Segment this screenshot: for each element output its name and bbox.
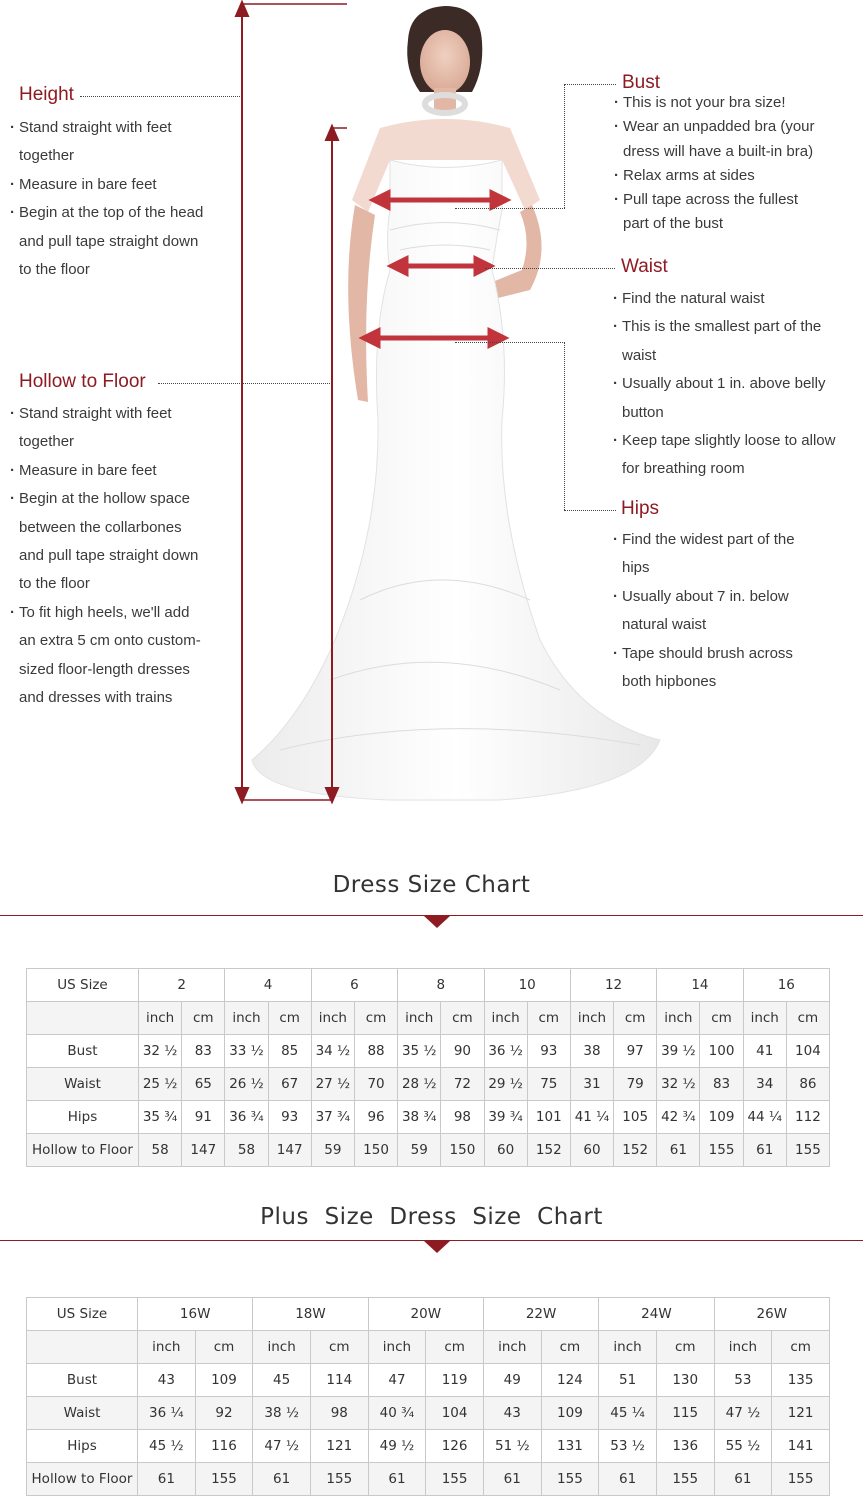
unit-cell: inch <box>483 1331 541 1364</box>
list-item: · Relax arms at sides <box>615 164 815 188</box>
list-item: · Wear an unpadded bra (your dress will have a built-in bra) <box>615 115 815 164</box>
unit-cell: cm <box>441 1002 484 1035</box>
size-header-row <box>27 969 830 1002</box>
table-cell: 47 <box>368 1364 426 1397</box>
table-cell: 155 <box>786 1134 829 1167</box>
table-cell: 65 <box>182 1068 225 1101</box>
table-cell: 83 <box>182 1035 225 1068</box>
table-cell: 150 <box>354 1134 397 1167</box>
table-cell: 43 <box>483 1397 541 1430</box>
table-cell: 61 <box>253 1463 311 1496</box>
table-cell: 39 ¾ <box>484 1101 527 1134</box>
list-item: · This is not your bra size! <box>615 91 815 115</box>
size-header-cell: 4 <box>225 969 311 1002</box>
list-item: · Pull tape across the fullest part of the bust <box>615 188 815 237</box>
left-arm <box>348 205 375 402</box>
list-item: · Usually about 7 in. below natural waist <box>614 583 795 640</box>
table-cell: 104 <box>786 1035 829 1068</box>
empty-cell <box>27 1002 139 1035</box>
table-cell: 109 <box>541 1397 599 1430</box>
table-cell: 49 <box>483 1364 541 1397</box>
waist-instructions <box>614 285 835 484</box>
table-cell: 29 ½ <box>484 1068 527 1101</box>
table-cell: 39 ½ <box>657 1035 700 1068</box>
unit-header-row <box>27 1002 830 1035</box>
table-cell: 136 <box>656 1430 714 1463</box>
table-cell: 114 <box>310 1364 368 1397</box>
size-header-cell: 16 <box>743 969 829 1002</box>
divider-arrow-icon <box>424 1241 450 1253</box>
table-cell: 109 <box>700 1101 743 1134</box>
table-cell: 121 <box>310 1430 368 1463</box>
table-cell: 152 <box>614 1134 657 1167</box>
table-cell: 155 <box>426 1463 484 1496</box>
table-cell: 116 <box>195 1430 253 1463</box>
table-cell: 42 ¾ <box>657 1101 700 1134</box>
unit-cell: cm <box>268 1002 311 1035</box>
table-cell: 58 <box>139 1134 182 1167</box>
unit-cell: inch <box>253 1331 311 1364</box>
unit-cell: inch <box>714 1331 772 1364</box>
table-cell: 119 <box>426 1364 484 1397</box>
table-cell: 155 <box>700 1134 743 1167</box>
dress-size-table <box>26 968 830 1167</box>
list-item: · Stand straight with feet together <box>11 114 203 171</box>
table-cell: 25 ½ <box>139 1068 182 1101</box>
table-cell: 58 <box>225 1134 268 1167</box>
list-item: · To fit high heels, we'll add an extra 5 cm onto custom- sized floor-length dresses and dresses with trains <box>11 599 201 713</box>
row-label-cell: Waist <box>27 1068 139 1101</box>
table-cell: 70 <box>354 1068 397 1101</box>
hips-connector <box>564 342 565 510</box>
unit-cell: inch <box>657 1002 700 1035</box>
unit-cell: inch <box>398 1002 441 1035</box>
table-cell: 150 <box>441 1134 484 1167</box>
unit-cell: inch <box>225 1002 268 1035</box>
table-cell: 47 ½ <box>253 1430 311 1463</box>
size-header-cell: 16W <box>138 1298 253 1331</box>
row-label-cell: Bust <box>27 1035 139 1068</box>
table-cell: 93 <box>268 1101 311 1134</box>
row-label-cell: Hollow to Floor <box>27 1463 138 1496</box>
table-cell: 61 <box>483 1463 541 1496</box>
table-cell: 67 <box>268 1068 311 1101</box>
table-cell: 61 <box>743 1134 786 1167</box>
table-cell: 59 <box>398 1134 441 1167</box>
table-cell: 53 ½ <box>599 1430 657 1463</box>
size-header-row <box>27 1298 830 1331</box>
unit-cell: cm <box>614 1002 657 1035</box>
table-cell: 43 <box>138 1364 196 1397</box>
table-cell: 109 <box>195 1364 253 1397</box>
bust-title: Bust <box>622 72 661 93</box>
list-item: · This is the smallest part of the waist <box>614 313 835 370</box>
list-item: · Find the widest part of the hips <box>614 526 795 583</box>
table-cell: 105 <box>614 1101 657 1134</box>
table-cell: 91 <box>182 1101 225 1134</box>
table-cell: 31 <box>570 1068 613 1101</box>
table-cell: 152 <box>527 1134 570 1167</box>
table-cell: 38 ½ <box>253 1397 311 1430</box>
table-cell: 75 <box>527 1068 570 1101</box>
table-cell: 44 ¼ <box>743 1101 786 1134</box>
plus-size-table <box>26 1297 830 1496</box>
table-cell: 83 <box>700 1068 743 1101</box>
unit-cell: cm <box>786 1002 829 1035</box>
unit-cell: inch <box>311 1002 354 1035</box>
table-row <box>27 1364 830 1397</box>
unit-cell: cm <box>541 1331 599 1364</box>
table-cell: 32 ½ <box>657 1068 700 1101</box>
height-title: Height <box>19 84 74 105</box>
table-cell: 59 <box>311 1134 354 1167</box>
table-cell: 155 <box>656 1463 714 1496</box>
table-cell: 98 <box>310 1397 368 1430</box>
table-cell: 126 <box>426 1430 484 1463</box>
bust-instructions <box>615 91 815 237</box>
table-cell: 130 <box>656 1364 714 1397</box>
table-cell: 33 ½ <box>225 1035 268 1068</box>
unit-cell: inch <box>599 1331 657 1364</box>
table-cell: 35 ½ <box>398 1035 441 1068</box>
table-cell: 88 <box>354 1035 397 1068</box>
table-cell: 61 <box>368 1463 426 1496</box>
table-cell: 37 ¾ <box>311 1101 354 1134</box>
table-cell: 101 <box>527 1101 570 1134</box>
table-cell: 32 ½ <box>139 1035 182 1068</box>
table-cell: 34 ½ <box>311 1035 354 1068</box>
plus-chart-title: Plus Size Dress Size Chart <box>260 1204 603 1230</box>
table-cell: 38 <box>570 1035 613 1068</box>
waist-title: Waist <box>621 256 668 277</box>
table-cell: 41 <box>743 1035 786 1068</box>
table-cell: 98 <box>441 1101 484 1134</box>
dress-chart-title: Dress Size Chart <box>332 872 531 898</box>
table-cell: 93 <box>527 1035 570 1068</box>
face-shape <box>420 30 470 94</box>
unit-cell: inch <box>139 1002 182 1035</box>
unit-cell: cm <box>656 1331 714 1364</box>
table-cell: 141 <box>772 1430 830 1463</box>
table-cell: 147 <box>268 1134 311 1167</box>
table-cell: 51 ½ <box>483 1430 541 1463</box>
table-cell: 36 ¾ <box>225 1101 268 1134</box>
table-cell: 79 <box>614 1068 657 1101</box>
table-cell: 61 <box>599 1463 657 1496</box>
table-cell: 45 <box>253 1364 311 1397</box>
list-item: · Tape should brush across both hipbones <box>614 640 795 697</box>
table-cell: 147 <box>182 1134 225 1167</box>
unit-cell: inch <box>138 1331 196 1364</box>
table-cell: 61 <box>714 1463 772 1496</box>
hollow-instructions <box>11 400 201 712</box>
table-cell: 53 <box>714 1364 772 1397</box>
table-cell: 61 <box>657 1134 700 1167</box>
table-cell: 96 <box>354 1101 397 1134</box>
hollow-connector <box>158 383 330 384</box>
table-row <box>27 1397 830 1430</box>
hollow-title: Hollow to Floor <box>19 371 146 392</box>
table-cell: 35 ¾ <box>139 1101 182 1134</box>
table-cell: 100 <box>700 1035 743 1068</box>
table-row <box>27 1430 830 1463</box>
row-label-cell: Hollow to Floor <box>27 1134 139 1167</box>
table-cell: 60 <box>484 1134 527 1167</box>
table-cell: 97 <box>614 1035 657 1068</box>
row-label-cell: Hips <box>27 1101 139 1134</box>
table-cell: 45 ½ <box>138 1430 196 1463</box>
table-cell: 155 <box>310 1463 368 1496</box>
table-cell: 121 <box>772 1397 830 1430</box>
table-cell: 90 <box>441 1035 484 1068</box>
size-header-cell: 10 <box>484 969 570 1002</box>
size-label-cell: US Size <box>27 969 139 1002</box>
table-cell: 41 ¼ <box>570 1101 613 1134</box>
table-cell: 72 <box>441 1068 484 1101</box>
size-header-cell: 24W <box>599 1298 714 1331</box>
table-cell: 45 ¼ <box>599 1397 657 1430</box>
unit-cell: cm <box>195 1331 253 1364</box>
size-header-cell: 8 <box>398 969 484 1002</box>
hips-title: Hips <box>621 498 660 519</box>
table-cell: 49 ½ <box>368 1430 426 1463</box>
empty-cell <box>27 1331 138 1364</box>
table-cell: 61 <box>138 1463 196 1496</box>
size-label-cell: US Size <box>27 1298 138 1331</box>
list-item: · Measure in bare feet <box>11 457 201 485</box>
table-row <box>27 1134 830 1167</box>
table-cell: 124 <box>541 1364 599 1397</box>
size-header-cell: 2 <box>139 969 225 1002</box>
table-cell: 40 ¾ <box>368 1397 426 1430</box>
unit-cell: cm <box>182 1002 225 1035</box>
table-cell: 155 <box>195 1463 253 1496</box>
table-cell: 51 <box>599 1364 657 1397</box>
table-row <box>27 1068 830 1101</box>
unit-cell: cm <box>527 1002 570 1035</box>
table-cell: 36 ¼ <box>138 1397 196 1430</box>
size-header-cell: 20W <box>368 1298 483 1331</box>
table-cell: 104 <box>426 1397 484 1430</box>
unit-cell: inch <box>743 1002 786 1035</box>
row-label-cell: Hips <box>27 1430 138 1463</box>
size-header-cell: 6 <box>311 969 397 1002</box>
list-item: · Keep tape slightly loose to allow for breathing room <box>614 427 835 484</box>
unit-cell: inch <box>484 1002 527 1035</box>
list-item: · Begin at the hollow space between the collarbones and pull tape straight down to the floor <box>11 485 201 599</box>
unit-cell: cm <box>700 1002 743 1035</box>
waist-connector <box>485 268 615 269</box>
table-cell: 47 ½ <box>714 1397 772 1430</box>
size-header-cell: 14 <box>657 969 743 1002</box>
table-cell: 115 <box>656 1397 714 1430</box>
table-cell: 36 ½ <box>484 1035 527 1068</box>
table-cell: 155 <box>772 1463 830 1496</box>
unit-cell: cm <box>310 1331 368 1364</box>
table-cell: 131 <box>541 1430 599 1463</box>
table-row <box>27 1035 830 1068</box>
list-item: · Find the natural waist <box>614 285 835 313</box>
row-label-cell: Waist <box>27 1397 138 1430</box>
table-cell: 55 ½ <box>714 1430 772 1463</box>
height-connector <box>80 96 240 97</box>
vertical-measure-lines <box>232 0 347 810</box>
table-cell: 112 <box>786 1101 829 1134</box>
size-header-cell: 22W <box>483 1298 598 1331</box>
table-cell: 85 <box>268 1035 311 1068</box>
list-item: · Begin at the top of the head and pull tape straight down to the floor <box>11 199 203 284</box>
unit-cell: inch <box>570 1002 613 1035</box>
table-cell: 34 <box>743 1068 786 1101</box>
size-header-cell: 18W <box>253 1298 368 1331</box>
table-cell: 28 ½ <box>398 1068 441 1101</box>
table-row <box>27 1101 830 1134</box>
table-cell: 155 <box>541 1463 599 1496</box>
row-label-cell: Bust <box>27 1364 138 1397</box>
table-cell: 26 ½ <box>225 1068 268 1101</box>
height-instructions <box>11 114 203 284</box>
unit-cell: cm <box>772 1331 830 1364</box>
hips-instructions <box>614 526 795 696</box>
unit-header-row <box>27 1331 830 1364</box>
table-cell: 86 <box>786 1068 829 1101</box>
size-header-cell: 26W <box>714 1298 829 1331</box>
size-header-cell: 12 <box>570 969 656 1002</box>
unit-cell: cm <box>354 1002 397 1035</box>
list-item: · Usually about 1 in. above belly button <box>614 370 835 427</box>
divider-arrow-icon <box>424 916 450 928</box>
bust-connector <box>564 84 565 208</box>
table-cell: 92 <box>195 1397 253 1430</box>
table-row <box>27 1463 830 1496</box>
table-cell: 135 <box>772 1364 830 1397</box>
unit-cell: cm <box>426 1331 484 1364</box>
list-item: · Measure in bare feet <box>11 171 203 199</box>
list-item: · Stand straight with feet together <box>11 400 201 457</box>
table-cell: 27 ½ <box>311 1068 354 1101</box>
table-cell: 38 ¾ <box>398 1101 441 1134</box>
unit-cell: inch <box>368 1331 426 1364</box>
table-cell: 60 <box>570 1134 613 1167</box>
